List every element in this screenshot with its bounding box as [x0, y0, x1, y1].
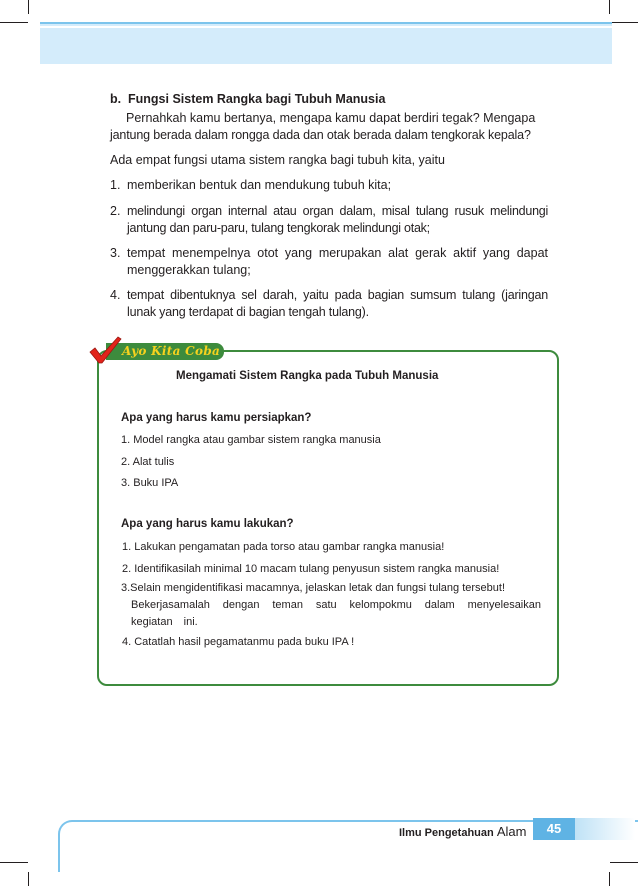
- list-item: [110, 287, 548, 321]
- intro-line-2: jantung berada dalam rongga dada dan otak berada dalam tengkorak kepala?: [110, 128, 531, 142]
- page-number-fade: [575, 818, 635, 840]
- list-text: melindungi organ internal atau organ dalam, misal tulang rusuk melindungi jantung dan paru-paru, tulang tengkorak melindungi otak;: [127, 204, 548, 235]
- crop-mark: [609, 872, 610, 886]
- list-number: 1.: [110, 178, 121, 192]
- do-item: [121, 580, 541, 631]
- activity-tab-label: Ayo Kita Coba: [122, 344, 221, 358]
- list-text: tempat menempelnya otot yang merupakan alat gerak aktif yang dapat menggerakkan tulang;: [127, 246, 548, 277]
- intro-line-1: Pernahkah kamu bertanya, mengapa kamu dapat berdiri tegak? Mengapa: [126, 111, 536, 125]
- footer-book-title-emph: Alam: [496, 824, 527, 839]
- footer-book-title: Ilmu Pengetahuan: [399, 827, 494, 839]
- section-title: Fungsi Sistem Rangka bagi Tubuh Manusia: [128, 92, 386, 106]
- section-heading: [110, 92, 385, 106]
- prepare-heading: Apa yang harus kamu persiapkan?: [121, 412, 312, 424]
- list-item: [110, 177, 548, 194]
- crop-mark: [0, 22, 28, 23]
- prepare-item: 2. Alat tulis: [121, 456, 175, 468]
- list-number: 3.: [110, 246, 121, 260]
- crop-mark: [0, 862, 28, 863]
- checkmark-icon: [88, 335, 122, 365]
- crop-mark: [28, 872, 29, 886]
- section-letter: b.: [110, 92, 122, 106]
- header-band: [40, 22, 612, 64]
- list-number: 2.: [110, 204, 121, 218]
- list-text: tempat dibentuknya sel darah, yaitu pada bagian sumsum tulang (jaringan lunak yang terdapat di bagian tengah tulang).: [127, 288, 548, 319]
- lead-paragraph: Ada empat fungsi utama sistem rangka bagi tubuh kita, yaitu: [110, 153, 445, 167]
- list-number: 4.: [110, 288, 121, 302]
- do-item-continuation: Bekerjasamalah dengan teman satu kelompokmu dalam menyelesaikan kegiatan ini.: [131, 599, 541, 628]
- crop-mark: [610, 22, 638, 23]
- footer-book-label: [399, 824, 526, 839]
- list-item: [110, 203, 548, 237]
- do-item: 1. Lakukan pengamatan pada torso atau gambar rangka manusia!: [122, 541, 445, 553]
- intro-paragraph: [110, 110, 548, 144]
- page-number: 45: [533, 818, 575, 840]
- do-item: 4. Catatlah hasil pegamatanmu pada buku IPA !: [122, 636, 355, 648]
- crop-mark: [28, 0, 29, 14]
- activity-title: Mengamati Sistem Rangka pada Tubuh Manusia: [176, 370, 439, 382]
- list-text: memberikan bentuk dan mendukung tubuh kita;: [127, 178, 392, 192]
- activity-tab: [106, 343, 224, 360]
- list-item: [110, 245, 548, 279]
- prepare-item: 3. Buku IPA: [121, 477, 179, 489]
- do-item-text: 3.Selain mengidentifikasi macamnya, jelaskan letak dan fungsi tulang tersebut!: [121, 582, 506, 594]
- crop-mark: [609, 0, 610, 14]
- prepare-item: 1. Model rangka atau gambar sistem rangka manusia: [121, 434, 381, 446]
- do-item: 2. Identifikasilah minimal 10 macam tulang penyusun sistem rangka manusia!: [122, 563, 500, 575]
- do-heading: Apa yang harus kamu lakukan?: [121, 518, 294, 530]
